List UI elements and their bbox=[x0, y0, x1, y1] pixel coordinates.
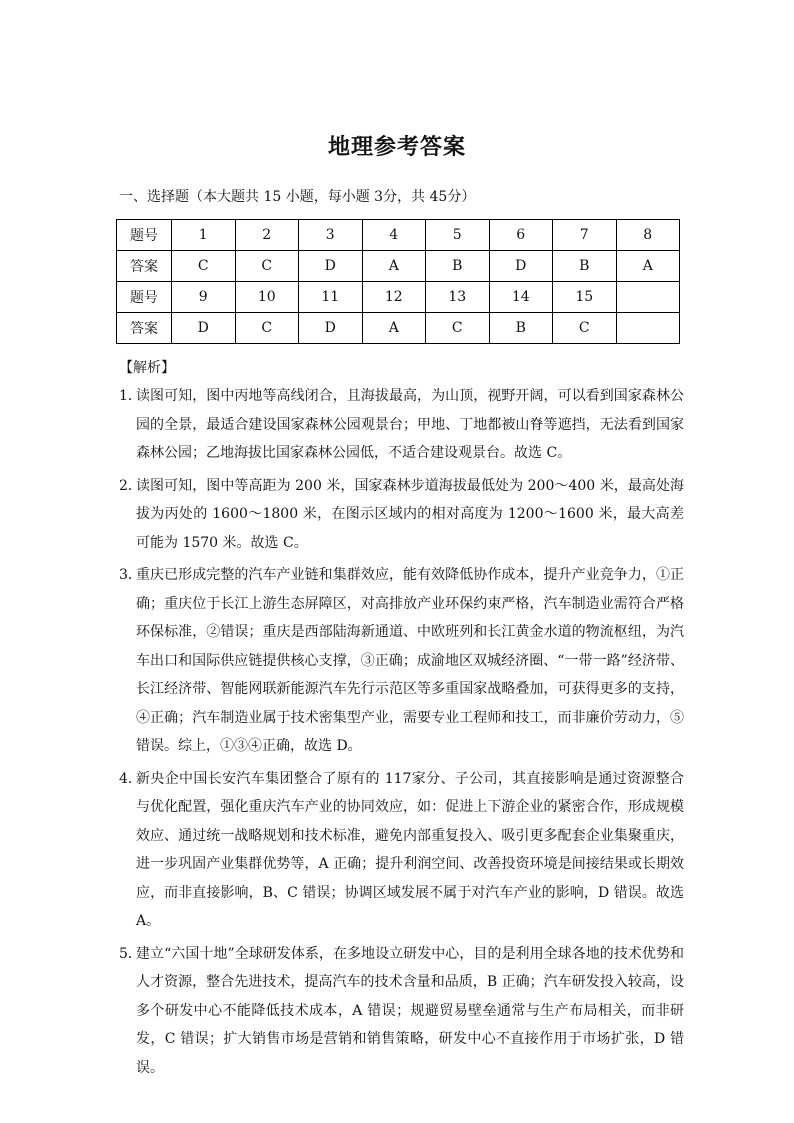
table-cell: C bbox=[426, 313, 490, 344]
explanation-item bbox=[119, 382, 684, 468]
table-cell: 3 bbox=[299, 220, 363, 251]
table-row bbox=[117, 313, 680, 344]
table-cell: B bbox=[489, 313, 553, 344]
table-cell: 10 bbox=[235, 282, 299, 313]
item-text: 建立“六国十地”全球研发体系，在多地设立研发中心，目的是利用全球各地的技术优势和人才资源，整合先进技术，提高汽车的技术含量和品质，B 正确；汽车研发投入较高，设多个研发中心不能降低技术成本，A 错误；规避贸易壁垒通常与生产布局相关，而非研发，C 错误；扩大销售市场是营销和销售策略，研发中心不直接作用于市场扩张，D 错误。 bbox=[136, 945, 684, 1076]
item-number: 1． bbox=[119, 388, 142, 404]
table-cell: 7 bbox=[553, 220, 617, 251]
table-cell: 8 bbox=[616, 220, 680, 251]
table-cell bbox=[616, 282, 680, 313]
table-row bbox=[117, 251, 680, 282]
item-number: 2． bbox=[119, 477, 142, 494]
table-cell: C bbox=[235, 251, 299, 282]
item-text: 新央企中国长安汽车集团整合了原有的 117家分、子公司，其直接影响是通过资源整合与优化配置，强化重庆汽车产业的协同效应，如：促进上下游企业的紧密合作，形成规模效应、通过统一战略规划和技术标准，避免内部重复投入、吸引更多配套企业集聚重庆，进一步巩固产业集群优势等，A 正确；提升利润空间、改善投资环境是间接结果或长期效应，而非直接影响，B、C 错误；协调区域发展不属于对汽车产业的影响，D 错误。故选 A。 bbox=[136, 770, 684, 929]
explanation-list bbox=[119, 382, 684, 1086]
table-cell: D bbox=[299, 313, 363, 344]
item-number: 3． bbox=[119, 567, 142, 583]
table-cell: A bbox=[362, 313, 426, 344]
item-text: 重庆已形成完整的汽车产业链和集群效应，能有效降低协作成本，提升产业竞争力，①正确；重庆位于长江上游生态屏障区，对高排放产业环保约束严格，汽车制造业需符合严格环保标准，②错误；重庆是西部陆海新通道、中欧班列和长江黄金水道的物流枢纽，为汽车出口和国际供应链提供核心支撑，③正确；成渝地区双城经济圈、“一带一路”经济带、长江经济带、智能网联新能源汽车先行示范区等多重国家战略叠加，可获得更多的支持，④正确；汽车制造业属于技术密集型产业，需要专业工程师和技工，而非廉价劳动力，⑤错误。综上，①③④正确，故选 D。 bbox=[136, 567, 684, 754]
table-cell: 2 bbox=[235, 220, 299, 251]
row-header: 答案 bbox=[117, 313, 172, 344]
table-cell: C bbox=[172, 251, 236, 282]
table-cell: 15 bbox=[553, 282, 617, 313]
table-cell: 12 bbox=[362, 282, 426, 313]
item-text: 读图可知，图中等高距为 200 米，国家森林步道海拔最低处为 200～400 米，最高处海拔为丙处的 1600～1800 米，在图示区域内的相对高度为 1200～1600 米，最大高差可能为 1570 米。故选 C。 bbox=[136, 477, 684, 551]
explanation-item bbox=[119, 472, 684, 558]
table-cell bbox=[616, 313, 680, 344]
table-row bbox=[117, 282, 680, 313]
table-cell: B bbox=[553, 251, 617, 282]
row-header: 题号 bbox=[117, 220, 172, 251]
table-cell: 1 bbox=[172, 220, 236, 251]
table-cell: 9 bbox=[172, 282, 236, 313]
section-heading: 一、选择题（本大题共 15 小题，每小题 3分，共 45分） bbox=[119, 189, 476, 205]
table-cell: A bbox=[362, 251, 426, 282]
item-number: 4． bbox=[119, 770, 142, 787]
answer-table bbox=[116, 219, 680, 344]
table-cell: A bbox=[616, 251, 680, 282]
row-header: 题号 bbox=[117, 282, 172, 313]
page-title: 地理参考答案 bbox=[327, 135, 466, 160]
explanation-item bbox=[119, 561, 684, 761]
table-cell: B bbox=[426, 251, 490, 282]
row-header: 答案 bbox=[117, 251, 172, 282]
table-cell: C bbox=[235, 313, 299, 344]
table-cell: 6 bbox=[489, 220, 553, 251]
item-text: 读图可知，图中丙地等高线闭合，且海拔最高，为山顶，视野开阔，可以看到国家森林公园的全景，最适合建设国家森林公园观景台；甲地、丁地都被山脊等遮挡，无法看到国家森林公园；乙地海拔比国家森林公园低，不适合建设观景台。故选 C。 bbox=[136, 388, 684, 461]
table-cell: D bbox=[172, 313, 236, 344]
table-cell: 11 bbox=[299, 282, 363, 313]
table-cell: 5 bbox=[426, 220, 490, 251]
table-cell: 14 bbox=[489, 282, 553, 313]
table-cell: D bbox=[489, 251, 553, 282]
table-cell: C bbox=[553, 313, 617, 344]
table-cell: D bbox=[299, 251, 363, 282]
table-cell: 4 bbox=[362, 220, 426, 251]
analysis-label: 【解析】 bbox=[119, 360, 175, 376]
explanation-item bbox=[119, 765, 684, 936]
table-row bbox=[117, 220, 680, 251]
item-number: 5． bbox=[119, 945, 142, 962]
explanation-item bbox=[119, 940, 684, 1083]
table-cell: 13 bbox=[426, 282, 490, 313]
